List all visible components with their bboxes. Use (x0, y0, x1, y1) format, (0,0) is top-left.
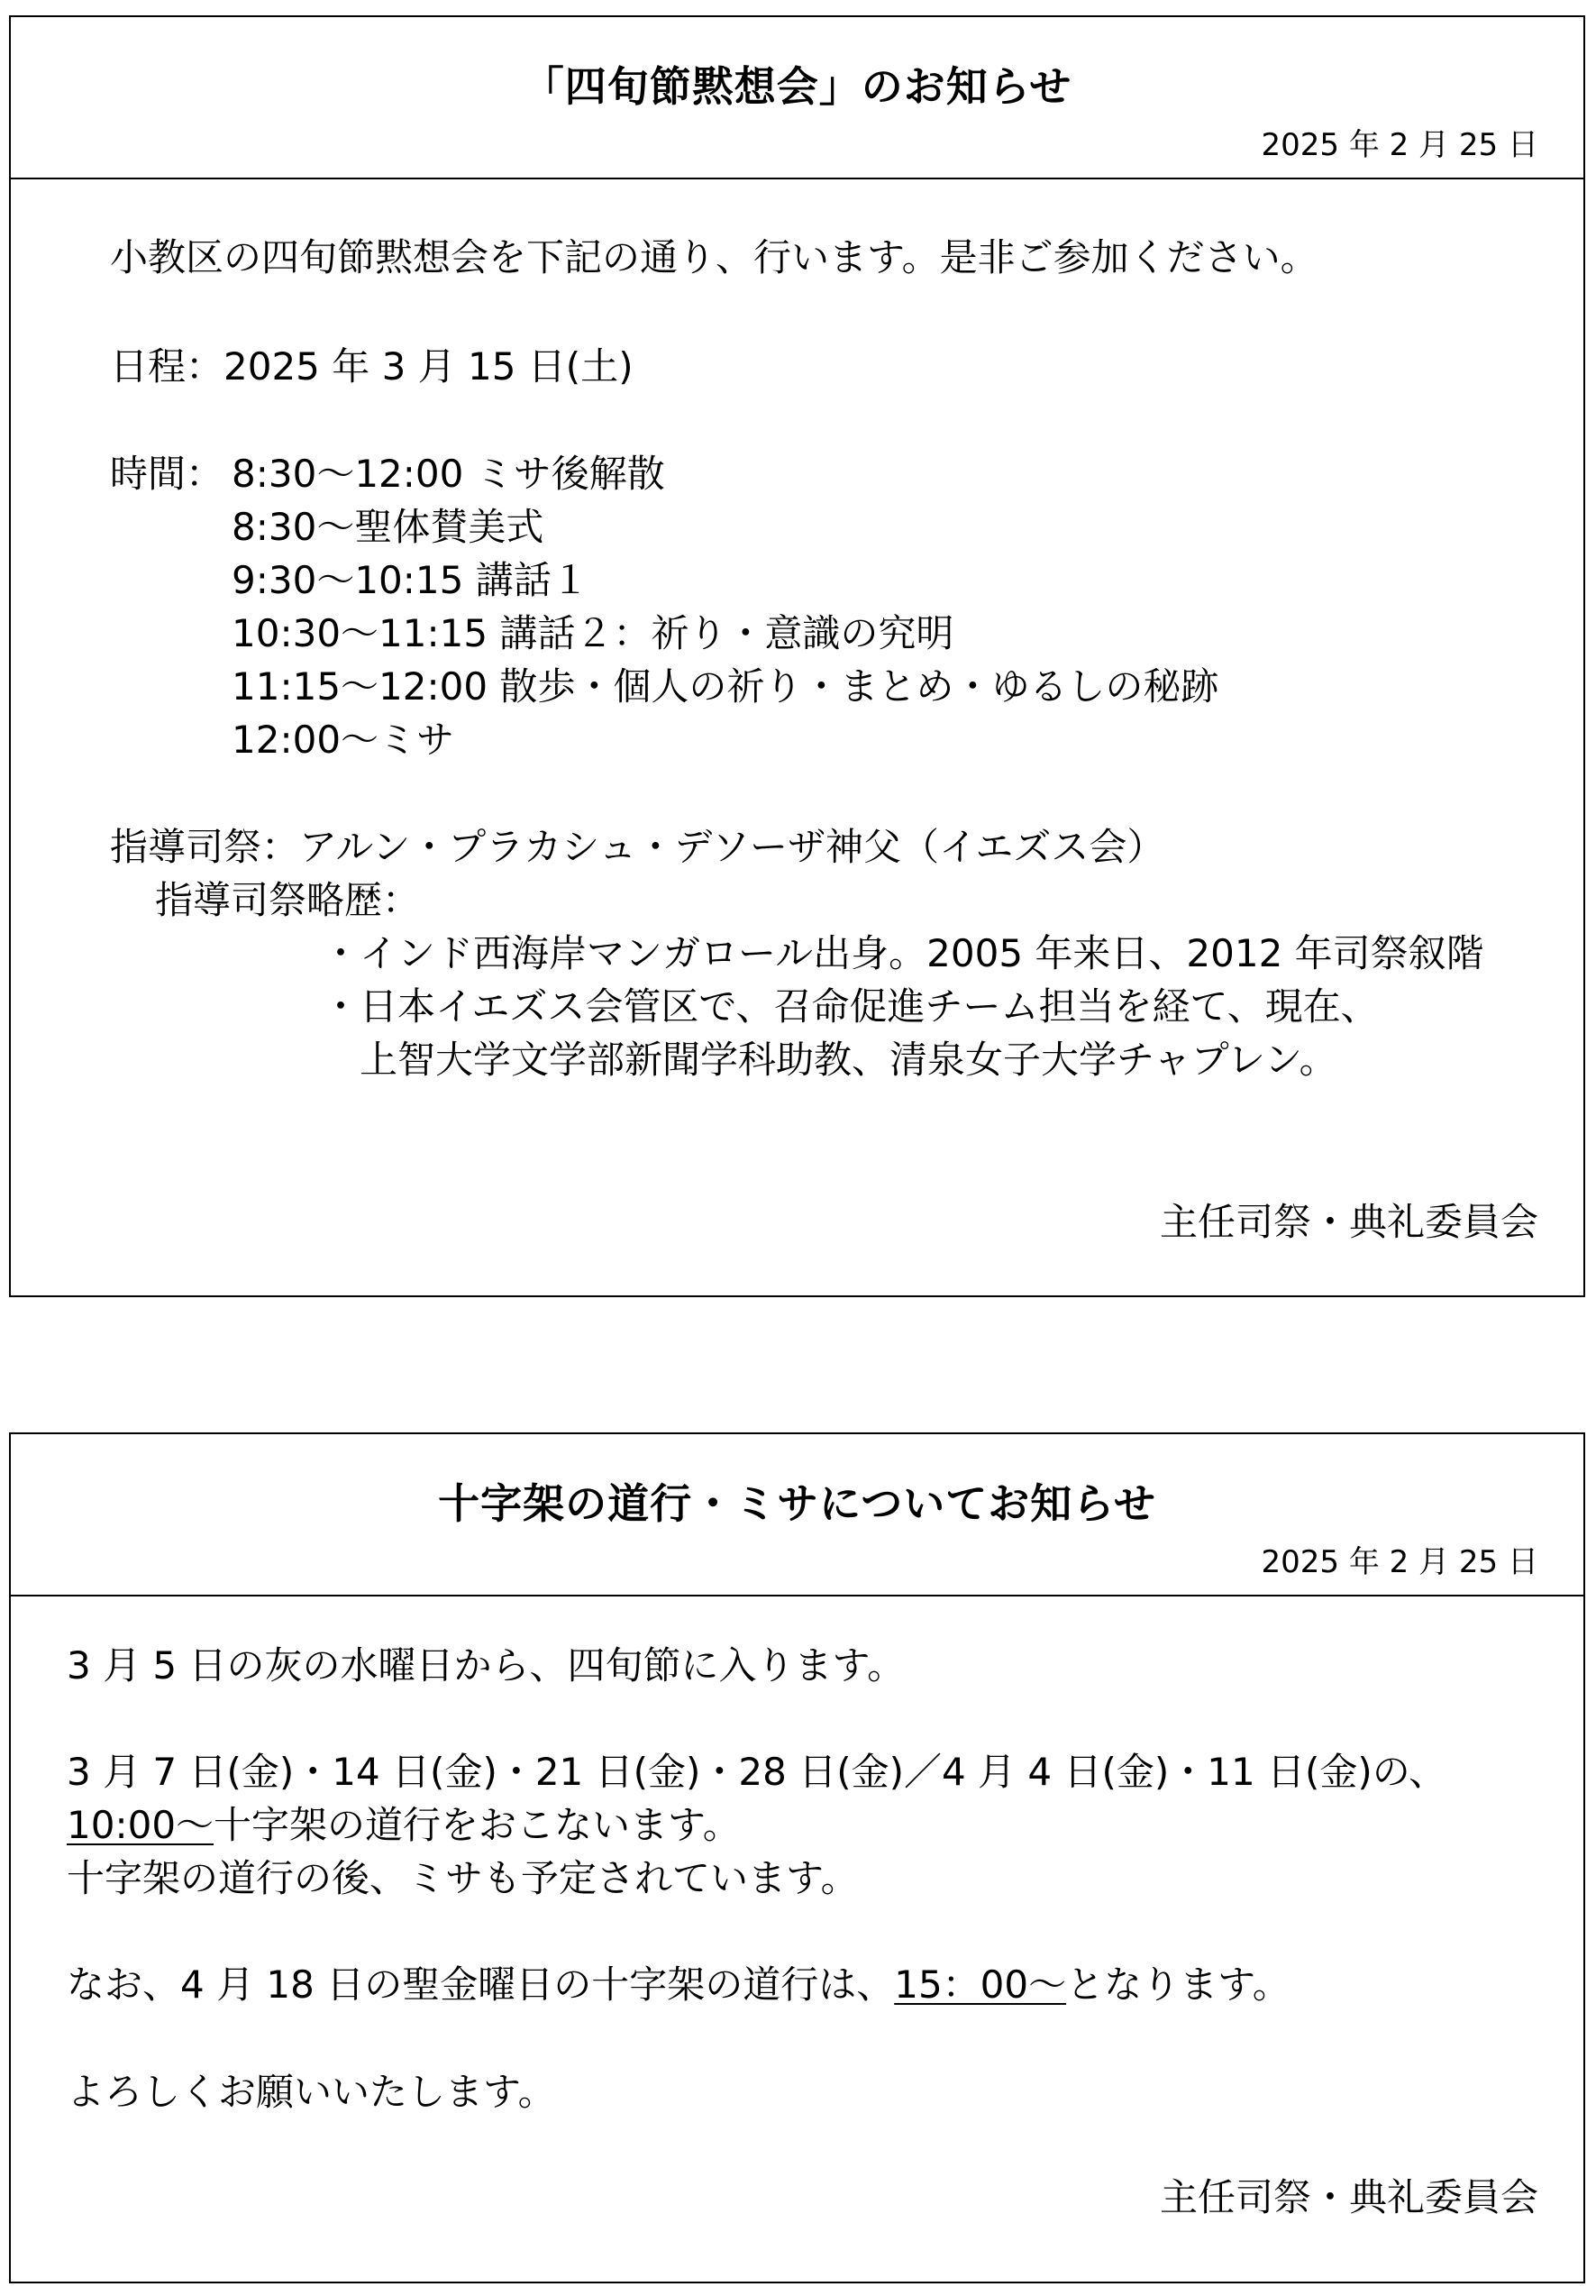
time-label: 時間： (110, 452, 224, 496)
bio-label: 指導司祭略歴： (155, 878, 421, 922)
closing-text: よろしくお願いいたします。 (67, 2070, 556, 2114)
time-item: 9:30～10:15 講話１ (232, 558, 589, 602)
time-item: 10:30～11:15 講話２：祈り・意識の究明 (232, 611, 954, 655)
bio-item: ・インド西海岸マンガロール出身。2005 年来日、2012 年司祭叙階 (322, 931, 1484, 975)
notice-stations-of-cross (9, 1432, 1585, 2283)
good-friday-text-end: となります。 (1066, 1962, 1290, 2007)
good-friday-text: なお、4 月 18 日の聖金曜日の十字架の道行は、 (67, 1962, 895, 2007)
time-item: 12:00～ミサ (232, 718, 455, 762)
mass-scheduled-text: 十字架の道行の後、ミサも予定されています。 (67, 1856, 859, 1900)
time-item: 11:15～12:00 散歩・個人の祈り・まとめ・ゆるしの秘跡 (232, 664, 1219, 709)
stations-time: 10:00～ (67, 1803, 214, 1847)
time-item: 8:30～聖体賛美式 (232, 505, 544, 549)
friday-dates-text: 3 月 7 日(金)・14 日(金)・21 日(金)・28 日(金)／4 月 4 日(金)・11 日(金)の、 (67, 1750, 1447, 1794)
schedule-text: 日程：2025 年 3 月 15 日(土) (110, 344, 634, 389)
intro-text: 小教区の四旬節黙想会を下記の通り、行います。是非ご参加ください。 (110, 235, 1318, 279)
good-friday-time: 15：00～ (894, 1962, 1067, 2007)
notice-header (11, 1434, 1583, 1596)
notice-header (11, 17, 1583, 179)
bio-item: ・日本イエズス会管区で、召命促進チーム担当を経て、現在、 (322, 984, 1379, 1029)
bio-item: 上智大学文学部新聞学科助教、清泉女子大学チャプレン。 (360, 1038, 1337, 1082)
director-text: 指導司祭：アルン・プラカシュ・デソーザ神父（イエズス会） (110, 825, 1165, 869)
stations-text: 十字架の道行をおこないます。 (214, 1803, 741, 1847)
ash-wednesday-text: 3 月 5 日の灰の水曜日から、四旬節に入ります。 (67, 1643, 906, 1688)
notice-date: 2025 年 2 月 25 日 (1261, 1544, 1538, 1580)
time-item: 8:30～12:00 ミサ後解散 (232, 452, 665, 496)
notice-title: 「四旬節黙想会」のお知らせ (522, 62, 1072, 111)
signature: 主任司祭・典礼委員会 (1159, 2175, 1538, 2219)
notice-lenten-retreat (9, 15, 1585, 1297)
notice-title: 十字架の道行・ミサについてお知らせ (438, 1479, 1156, 1528)
notice-date: 2025 年 2 月 25 日 (1261, 127, 1538, 163)
signature: 主任司祭・典礼委員会 (1159, 1200, 1538, 1244)
stations-time-line (67, 1803, 741, 1848)
good-friday-line (67, 1962, 1290, 2008)
